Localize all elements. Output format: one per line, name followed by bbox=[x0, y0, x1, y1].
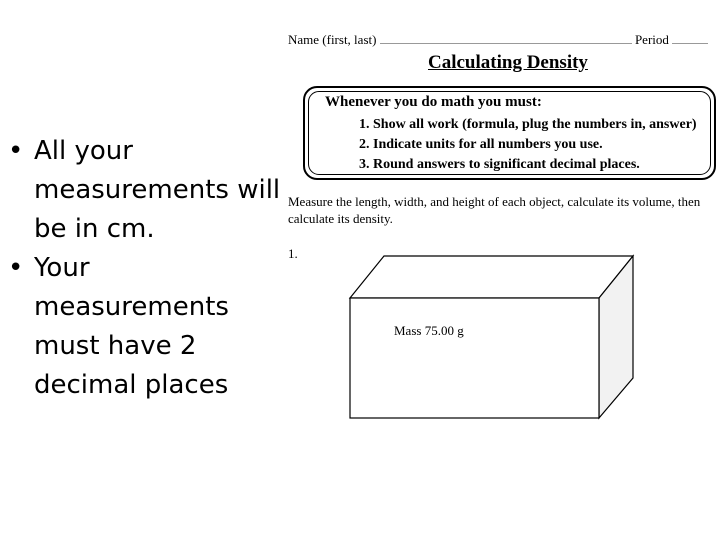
worksheet bbox=[287, 0, 720, 540]
bullet-text: All your measurements will be in cm. bbox=[34, 136, 281, 244]
rectangular-box-drawing bbox=[287, 0, 720, 540]
object-mass-label: Mass 75.00 g bbox=[394, 323, 464, 338]
rule-item: 3. Round answers to significant decimal places. bbox=[359, 157, 640, 172]
bullet-marker: • bbox=[8, 253, 24, 283]
box-front-face bbox=[350, 298, 599, 418]
worksheet-title: Calculating Density bbox=[428, 52, 588, 73]
rule-item: 1. Show all work (formula, plug the numbers in, answer) bbox=[359, 117, 697, 132]
instructions-text: Measure the length, width, and height of each object, calculate its volume, then calculate its density. bbox=[288, 194, 701, 226]
question-number: 1. bbox=[288, 246, 298, 261]
slide-bullet-list bbox=[8, 132, 283, 405]
rule-item: 2. Indicate units for all numbers you use. bbox=[359, 137, 603, 152]
period-label: Period bbox=[634, 32, 669, 47]
bullet-decimal-places bbox=[8, 249, 283, 405]
bullet-marker: • bbox=[8, 136, 24, 166]
name-label: Name (first, last) bbox=[288, 32, 377, 47]
bullet-text: Your measurements must have 2 decimal places bbox=[34, 253, 229, 400]
rules-heading: Whenever you do math you must: bbox=[325, 94, 542, 110]
box-top-face bbox=[350, 256, 633, 298]
bullet-measurements-cm bbox=[8, 132, 283, 249]
